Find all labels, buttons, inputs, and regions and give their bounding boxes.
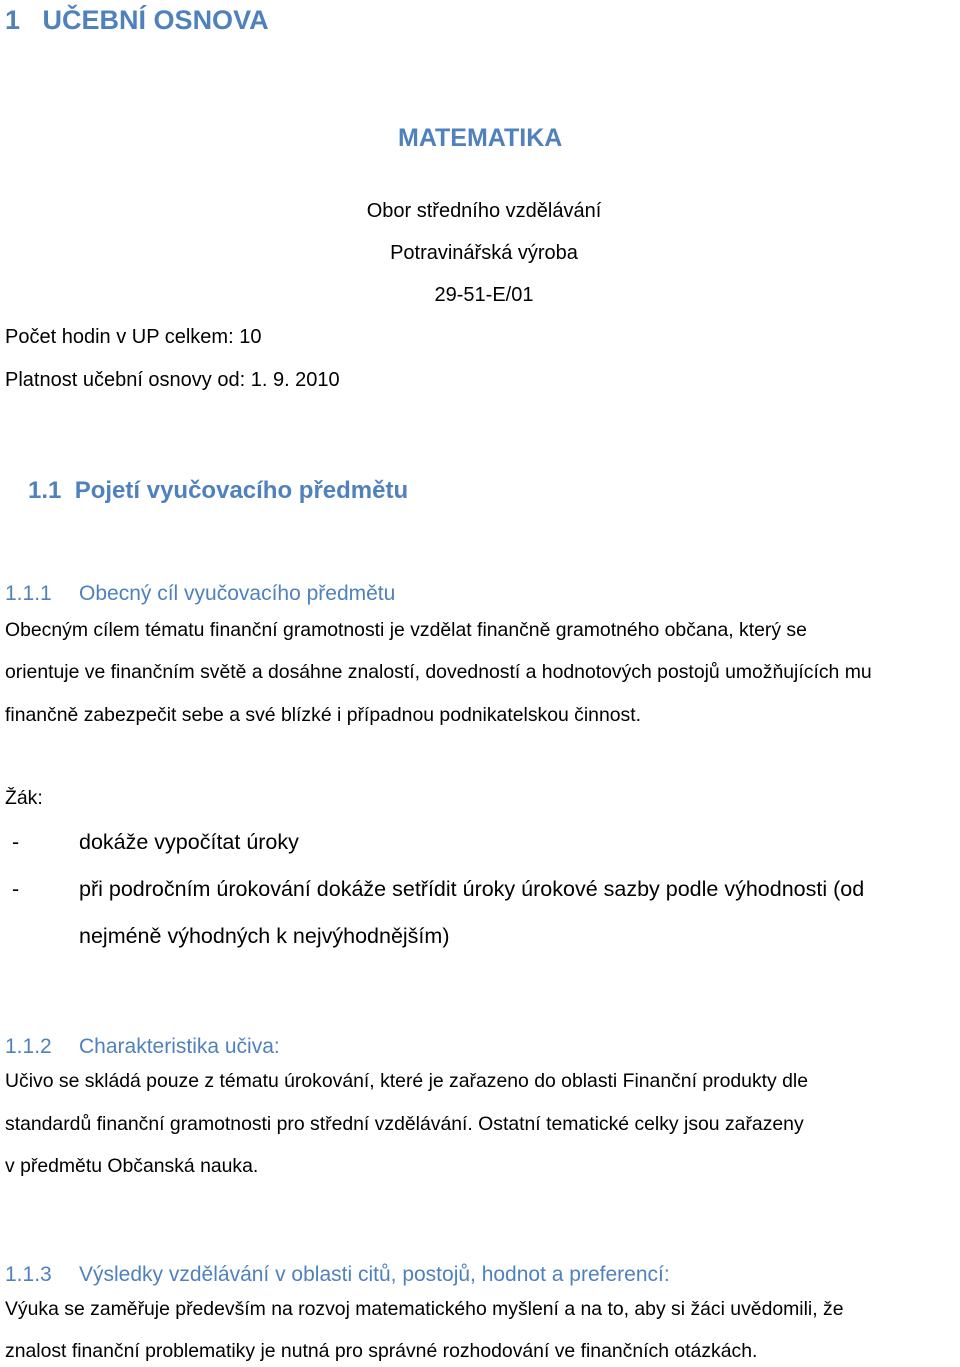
list-dash: -: [12, 830, 20, 854]
heading-1: [5, 5, 269, 36]
list-item: [12, 830, 299, 855]
study-field-label: Obor středního vzdělávání: [366, 200, 602, 222]
section-1-1-1-heading: [5, 582, 395, 606]
section-1-1-title: Pojetí vyučovacího předmětu: [74, 477, 409, 504]
section-1-1-2-number: 1.1.2: [5, 1035, 52, 1058]
section-1-1-3-heading: [5, 1263, 670, 1287]
list-item-text: dokáže vypočítat úroky: [79, 830, 299, 854]
section-1-1-number: 1.1: [28, 477, 62, 504]
list-item: [12, 877, 864, 902]
section-1-1-1-title: Obecný cíl vyučovacího předmětu: [79, 582, 396, 605]
subject-title: MATEMATIKA: [398, 124, 563, 152]
list-item-continuation: nejméně výhodných k nejvýhodnějším): [79, 924, 450, 948]
paragraph-line: finančně zabezpečit sebe a své blízké i případnou podnikatelskou činnost.: [5, 704, 641, 726]
paragraph-line: Obecným cílem tématu finanční gramotnosti je vzdělat finančně gramotného občana, který se: [5, 619, 807, 641]
section-1-1-3-number: 1.1.3: [5, 1263, 52, 1286]
section-1-1-1-number: 1.1.1: [5, 582, 52, 605]
section-1-1-heading: [28, 477, 408, 505]
paragraph-line: Učivo se skládá pouze z tématu úrokování, které je zařazeno do oblasti Finanční produkty dle: [5, 1070, 808, 1092]
paragraph-line: v předmětu Občanská nauka.: [5, 1155, 259, 1177]
study-program-code: 29-51-E/01: [434, 284, 534, 306]
total-hours: Počet hodin v UP celkem: 10: [5, 326, 262, 348]
paragraph-line: standardů finanční gramotnosti pro střední vzdělávání. Ostatní tematické celky jsou zařazeny: [5, 1113, 804, 1135]
paragraph-line: Výuka se zaměřuje především na rozvoj matematického myšlení a na to, aby si žáci uvědomili, že: [5, 1298, 844, 1320]
paragraph-line: orientuje ve finančním světě a dosáhne znalostí, dovedností a hodnotových postojů umožňujících mu: [5, 661, 872, 683]
list-item-text: při področním úrokování dokáže setřídit úroky úrokové sazby podle výhodnosti (od: [79, 877, 865, 901]
validity-date: Platnost učební osnovy od: 1. 9. 2010: [5, 369, 340, 391]
heading-1-number: 1: [5, 5, 21, 35]
section-1-1-3-title: Výsledky vzdělávání v oblasti citů, postojů, hodnot a preferencí:: [79, 1263, 670, 1286]
heading-1-title: UČEBNÍ OSNOVA: [42, 5, 269, 35]
list-dash: -: [12, 877, 20, 901]
student-label: Žák:: [5, 787, 43, 809]
section-1-1-2-heading: [5, 1035, 280, 1059]
section-1-1-2-title: Charakteristika učiva:: [79, 1035, 280, 1058]
paragraph-line: znalost finanční problematiky je nutná pro správné rozhodování ve finančních otázkách.: [5, 1340, 758, 1362]
study-program-name: Potravinářská výroba: [390, 242, 578, 264]
